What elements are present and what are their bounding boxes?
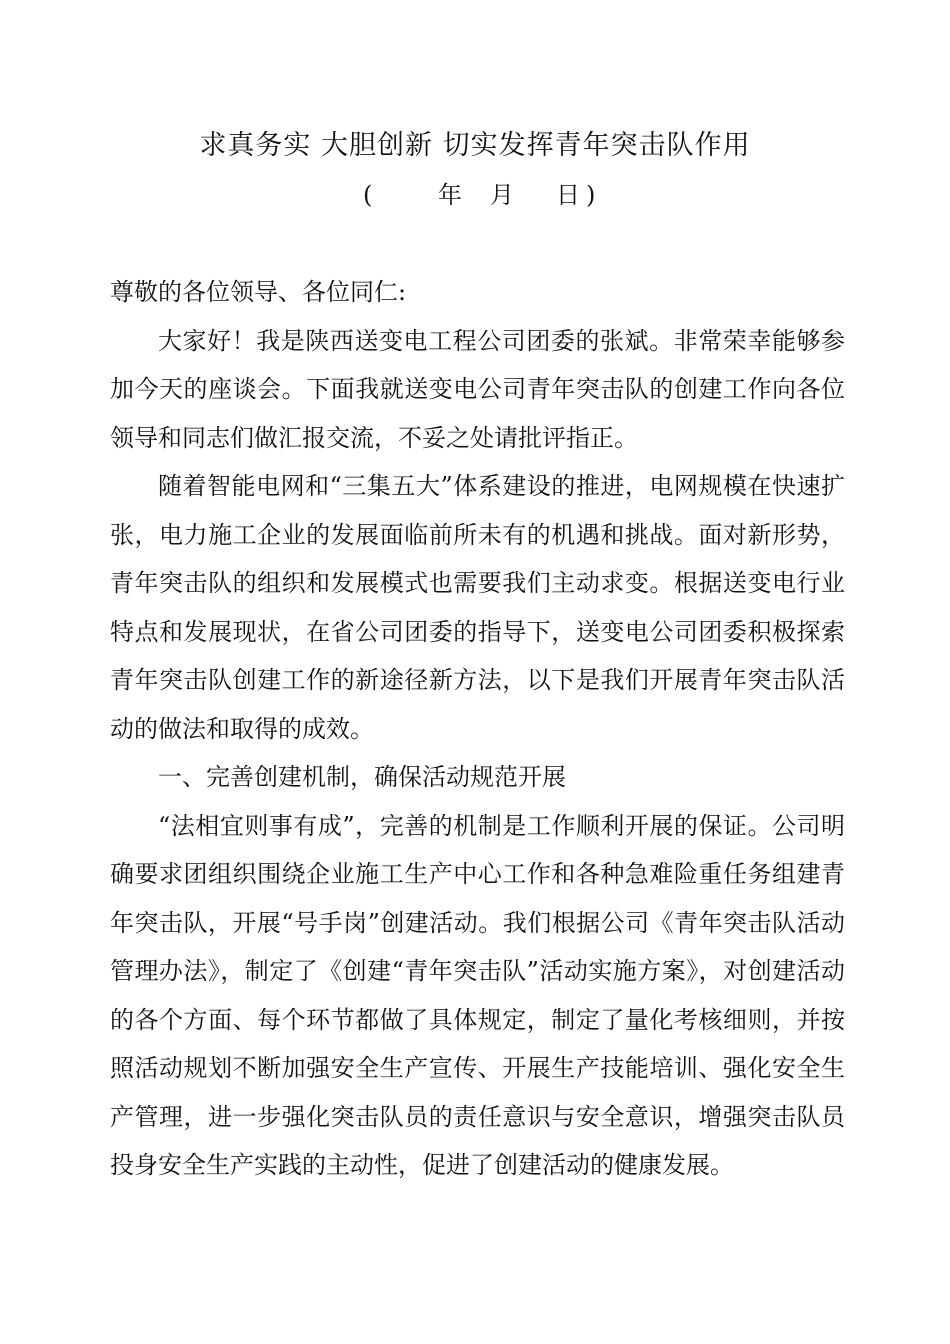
date-line — [363, 177, 603, 213]
paragraph-background: 随着智能电网和“三集五大”体系建设的推进，电网规模在快速扩张，电力施工企业的发展面临前所未有的机遇和挑战。面对新形势，青年突击队的组织和发展模式也需要我们主动求变。根据送变电行业特点和发展现状，在省公司团委的指导下，送变电公司团委积极探索青年突击队创建工作的新途径新方法，以下是我们开展青年突击队活动的做法和取得的成效。 — [110, 472, 845, 743]
document-body — [110, 268, 845, 1190]
paragraph-mechanism: “法相宜则事有成”，完善的机制是工作顺利开展的保证。公司明确要求团组织围绕企业施工生产中心工作和各种急难险重任务组建青年突击队，开展“号手岗”创建活动。我们根据公司《青年突击队活动管理办法》，制定了《创建“青年突击队”活动实施方案》，对创建活动的各个方面、每个环节都做了具体规定，制定了量化考核细则，并按照活动规划不断加强安全生产宣传、开展生产技能培训、强化安全生产管理，进一步强化突击队员的责任意识与安全意识，增强突击队员投身安全生产实践的主动性，促进了创建活动的健康发展。 — [110, 811, 845, 1179]
date-month-label: 月 — [490, 181, 514, 209]
section-heading: 一、完善创建机制，确保活动规范开展 — [158, 763, 566, 791]
date-open-paren: ( — [363, 181, 373, 209]
paragraph-greeting: 大家好！我是陕西送变电工程公司团委的张斌。非常荣幸能够参加今天的座谈会。下面我就送变电公司青年突击队的创建工作向各位领导和同志们做汇报交流，不妥之处请批评指正。 — [110, 326, 845, 452]
date-day-label: 日 — [556, 181, 580, 209]
document-title: 求真务实 大胆创新 切实发挥青年突击队作用 — [199, 130, 751, 161]
salutation: 尊敬的各位领导、各位同仁: — [110, 278, 407, 306]
date-year-label: 年 — [438, 181, 462, 209]
date-close-paren: ) — [586, 181, 596, 209]
